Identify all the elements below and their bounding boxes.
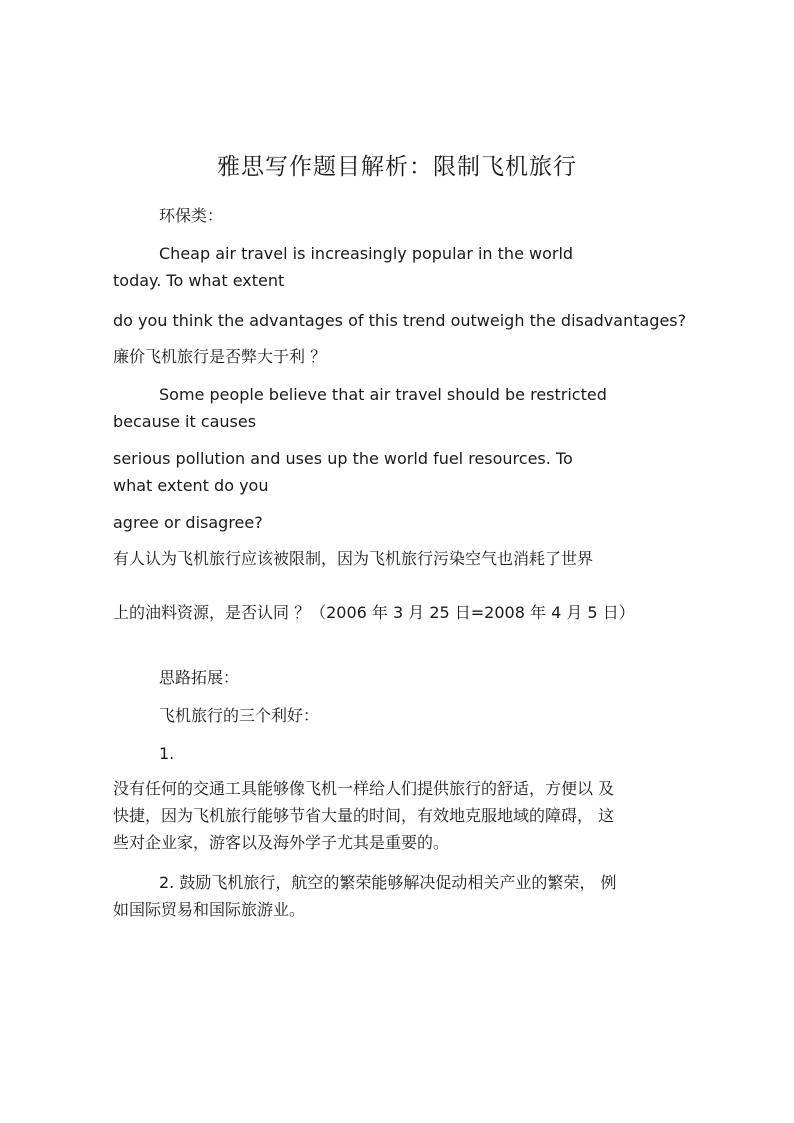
topic1-line1: Cheap air travel is increasingly popular in the world <box>159 244 574 263</box>
category-label: 环保类： <box>159 206 224 225</box>
point1-number: 1. <box>159 744 175 763</box>
topic1-line2: today. To what extent <box>113 271 285 290</box>
point2-text: 2. 鼓励飞机旅行，航空的繁荣能够解决促动相关产业的繁荣， 例如国际贸易和国际旅游业。 <box>113 873 617 919</box>
topic2-line4: what extent do you <box>113 476 269 495</box>
topic2-line2: because it causes <box>113 412 257 431</box>
topic2-chinese-2: 上的油料资源，是否认同 ？（2006 年 3 月 25 日=2008 年 4 月 5 日） <box>113 603 635 622</box>
page-title: 雅思写作题目解析：限制飞机旅行 <box>217 154 577 180</box>
topic1-chinese: 廉价飞机旅行是否弊大于利 ？ <box>113 347 327 366</box>
ideas-heading: 思路拓展： <box>159 668 240 687</box>
point1-text: 没有任何的交通工具能够像飞机一样给人们提供旅行的舒适，方便以 及快捷，因为飞机旅行能够节省大量的时间，有效地克服地域的障碍， 这些对企业家，游客以及海外学子尤其是重要的。 <box>113 779 615 852</box>
topic2-line1: Some people believe that air travel should be restricted <box>159 385 607 404</box>
topic2-line5: agree or disagree? <box>113 513 263 532</box>
topic1-line3: do you think the advantages of this trend outweigh the disadvantages? <box>113 311 687 330</box>
benefits-heading: 飞机旅行的三个利好： <box>159 706 320 725</box>
topic2-chinese: 有人认为飞机旅行应该被限制，因为飞机旅行污染空气也消耗了世界 <box>113 549 594 568</box>
topic2-line3: serious pollution and uses up the world fuel resources. To <box>113 449 573 468</box>
